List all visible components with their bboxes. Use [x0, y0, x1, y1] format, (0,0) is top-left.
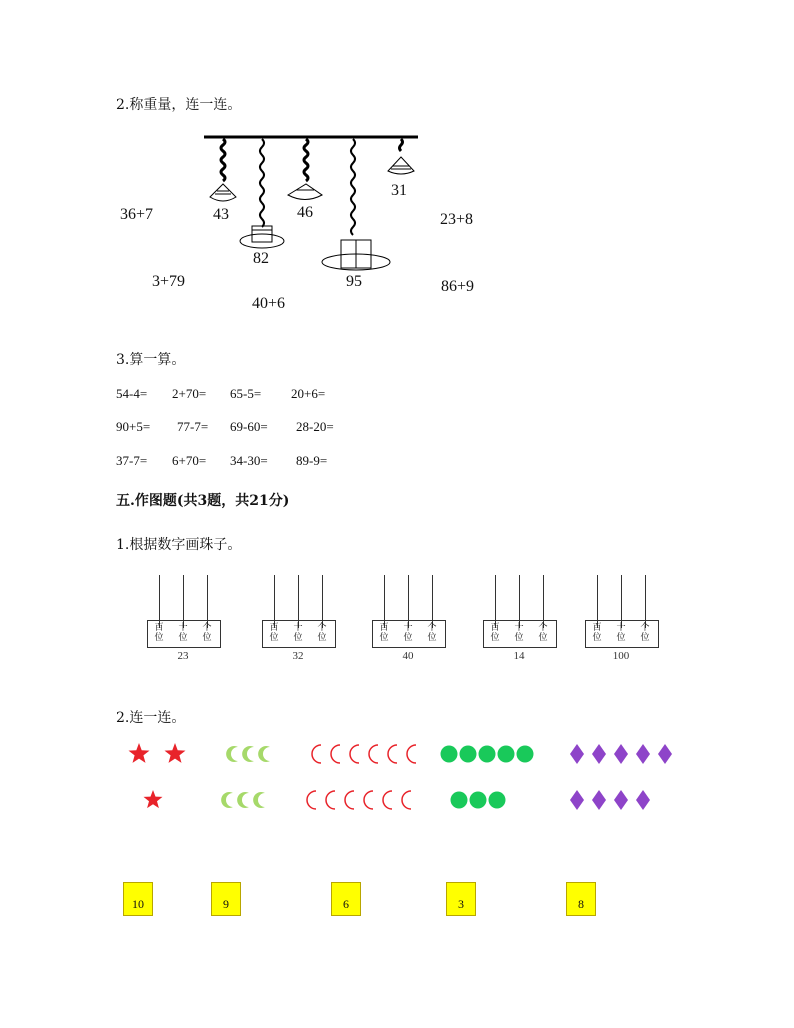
weight-label: 82	[253, 250, 269, 267]
circle-shape	[498, 746, 515, 763]
expression-label: 36+7	[120, 206, 154, 223]
circle-shape	[470, 792, 487, 809]
place-value-label: 个 位	[640, 623, 650, 643]
leaf-shape	[258, 746, 270, 762]
moon-shape	[402, 791, 411, 809]
moon-shape	[345, 791, 354, 809]
calc-item: 34-30=	[230, 453, 268, 468]
q2-weigh-title: 2.称重量，连一连。	[116, 97, 242, 113]
weight-label: 31	[391, 182, 407, 199]
moon-shape	[364, 791, 373, 809]
place-value-label: 十 位	[514, 623, 524, 643]
place-value-label: 百 位	[269, 623, 279, 643]
calc-item: 69-60=	[230, 419, 268, 434]
abacus-number: 23	[177, 650, 189, 662]
star-shape	[165, 743, 186, 763]
circle-shape	[489, 792, 506, 809]
weight-label: 46	[297, 204, 313, 221]
expression-label: 23+8	[440, 211, 474, 228]
moon-shape	[312, 745, 321, 763]
moon-shape	[383, 791, 392, 809]
moon-shape	[369, 745, 378, 763]
abacus-number: 32	[292, 650, 304, 662]
place-value-label: 个 位	[317, 623, 327, 643]
moon-shape	[307, 791, 316, 809]
moon-shape	[326, 791, 335, 809]
moon-shape	[350, 745, 359, 763]
place-value-label: 十 位	[616, 623, 626, 643]
place-value-label: 十 位	[293, 623, 303, 643]
place-value-label: 个 位	[202, 623, 212, 643]
diamond-shape	[658, 744, 672, 764]
leaf-shape	[253, 792, 265, 808]
leaf-shape	[226, 746, 238, 762]
place-value-label: 个 位	[538, 623, 548, 643]
moon-shape	[331, 745, 340, 763]
section-five-title: 五.作图题(共3题，共21分)	[116, 493, 290, 509]
leaf-shape	[242, 746, 254, 762]
weight-label: 43	[213, 206, 229, 223]
number-card[interactable]: 3	[446, 882, 476, 916]
calc-item: 77-7=	[177, 419, 209, 434]
circle-shape	[460, 746, 477, 763]
calc-item: 2+70=	[172, 386, 207, 401]
diamond-shape	[636, 790, 650, 810]
circle-shape	[517, 746, 534, 763]
calc-item: 54-4=	[116, 386, 148, 401]
diamond-shape	[614, 744, 628, 764]
place-value-label: 百 位	[490, 623, 500, 643]
calc-item: 20+6=	[291, 386, 326, 401]
calc-item: 89-9=	[296, 453, 328, 468]
abacus-number: 40	[402, 650, 414, 662]
place-value-label: 百 位	[154, 623, 164, 643]
expression-label: 40+6	[252, 295, 286, 312]
star-shape	[129, 743, 150, 763]
abacus-number: 14	[513, 650, 525, 662]
calc-item: 28-20=	[296, 419, 334, 434]
diamond-shape	[570, 790, 584, 810]
diamond-shape	[614, 790, 628, 810]
moon-shape	[407, 745, 416, 763]
leaf-shape	[221, 792, 233, 808]
calc-item: 6+70=	[172, 453, 207, 468]
weight-label: 95	[346, 273, 362, 290]
number-card[interactable]: 10	[123, 882, 153, 916]
diamond-shape	[592, 790, 606, 810]
diamond-shape	[570, 744, 584, 764]
q1-abacus-title: 1.根据数字画珠子。	[116, 537, 242, 553]
expression-label: 86+9	[441, 278, 475, 295]
number-card[interactable]: 6	[331, 882, 361, 916]
expression-label: 3+79	[152, 273, 186, 290]
calc-item: 90+5=	[116, 419, 151, 434]
calc-item: 37-7=	[116, 453, 148, 468]
diamond-shape	[592, 744, 606, 764]
circle-shape	[441, 746, 458, 763]
calc-item: 65-5=	[230, 386, 262, 401]
diamond-shape	[636, 744, 650, 764]
leaf-shape	[237, 792, 249, 808]
place-value-label: 十 位	[403, 623, 413, 643]
moon-shape	[388, 745, 397, 763]
place-value-label: 百 位	[379, 623, 389, 643]
circle-shape	[451, 792, 468, 809]
place-value-label: 十 位	[178, 623, 188, 643]
number-card[interactable]: 9	[211, 882, 241, 916]
place-value-label: 个 位	[427, 623, 437, 643]
place-value-label: 百 位	[592, 623, 602, 643]
circle-shape	[479, 746, 496, 763]
star-shape	[144, 790, 163, 808]
q2-match-title: 2.连一连。	[116, 710, 186, 726]
abacus-number: 100	[612, 650, 630, 662]
number-card[interactable]: 8	[566, 882, 596, 916]
q3-calc-title: 3.算一算。	[116, 352, 186, 368]
